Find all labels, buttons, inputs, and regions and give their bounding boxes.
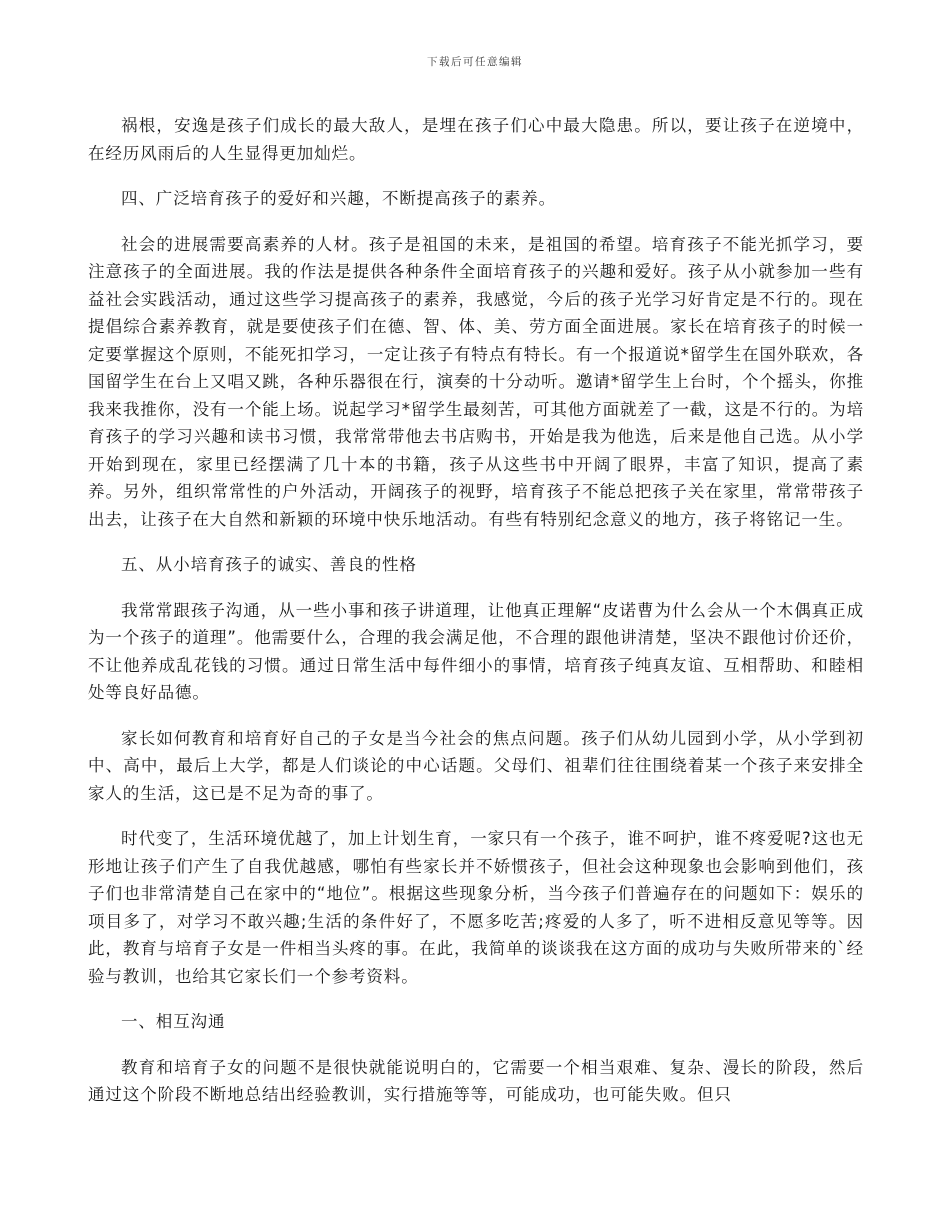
section-heading-5: 五、从小培育孩子的诚实、善良的性格	[121, 555, 417, 574]
section-heading-1: 一、相互沟通	[121, 1012, 226, 1031]
paragraph-times-changed: 时代变了，生活环境优越了，加上计划生育，一家只有一个孩子，谁不呵护，谁不疼爱呢?这也无形地让孩子们产生了自我优越感，哪怕有些家长并不娇惯孩子，但社会这种现象也会影响到他们，孩子们也非常清楚自己在家中的“地位”。根据这些现象分析，当今孩子们普遍存在的问题如下：娱乐的项目多了，对学习不敢兴趣;生活的条件好了，不愿多吃苦;疼爱的人多了，听不进相反意见等等。因此，教育与培育子女是一件相当头疼的事。在此，我简单的谈谈我在这方面的成功与失败所带来的`经验与教训，也给其它家长们一个参考资料。	[88, 829, 864, 986]
page-header: 下载后可任意编辑	[427, 56, 523, 68]
document-body	[88, 112, 864, 1127]
paragraph-hobbies: 社会的进展需要高素养的人材。孩子是祖国的未来，是祖国的希望。培育孩子不能光抓学习，要注意孩子的全面进展。我的作法是提供各种条件全面培育孩子的兴趣和爱好。孩子从小就参加一些有益社会实践活动，通过这些学习提高孩子的素养，我感觉，今后的孩子光学习好肯定是不行的。现在提倡综合素养教育，就是要使孩子们在德、智、体、美、劳方面全面进展。家长在培育孩子的时候一定要掌握这个原则，不能死扣学习，一定让孩子有特点有特长。有一个报道说*留学生在国外联欢，各国留学生在台上又唱又跳，各种乐器很在行，演奏的十分动听。邀请*留学生上台时，个个摇头，你推我来我推你，没有一个能上场。说起学习*留学生最刻苦，可其他方面就差了一截，这是不行的。为培育孩子的学习兴趣和读书习惯，我常常带他去书店购书，开始是我为他选，后来是他自己选。从小学开始到现在，家里已经摆满了几十本的书籍，孩子从这些书中开阔了眼界，丰富了知识，提高了素养。另外，组织常常性的户外活动，开阔孩子的视野，培育孩子不能总把孩子关在家里，常常带孩子出去，让孩子在大自然和新颖的环境中快乐地活动。有些有特别纪念意义的地方，孩子将铭记一生。	[88, 234, 864, 529]
paragraph-honesty: 我常常跟孩子沟通，从一些小事和孩子讲道理，让他真正理解“皮诺曹为什么会从一个木偶真正成为一个孩子的道理”。他需要什么，合理的我会满足他，不合理的跟他讲清楚，坚决不跟他讨价还价，不让他养成乱花钱的习惯。通过日常生活中每件细小的事情，培育孩子纯真友谊、互相帮助、和睦相处等良好品德。	[88, 600, 864, 702]
paragraph-continuation: 祸根，安逸是孩子们成长的最大敌人，是埋在孩子们心中最大隐患。所以，要让孩子在逆境中，在经历风雨后的人生显得更加灿烂。	[88, 116, 864, 163]
paragraph-intro-education: 家长如何教育和培育好自己的子女是当今社会的焦点问题。孩子们从幼儿园到小学，从小学到初中、高中，最后上大学，都是人们谈论的中心话题。父母们、祖辈们往往围绕着某一个孩子来安排全家人的生活，这已是不足为奇的事了。	[88, 728, 864, 803]
paragraph-communication: 教育和培育子女的问题不是很快就能说明白的，它需要一个相当艰难、复杂、漫长的阶段，然后通过这个阶段不断地总结出经验教训，实行措施等等，可能成功，也可能失败。但只	[88, 1057, 864, 1104]
section-heading-4: 四、广泛培育孩子的爱好和兴趣，不断提高孩子的素养。	[121, 189, 556, 208]
